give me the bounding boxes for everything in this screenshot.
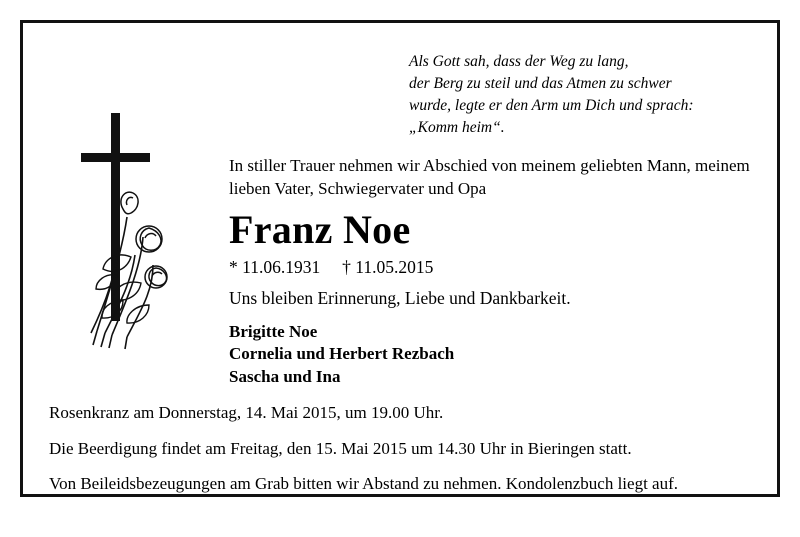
cross-with-roses-icon	[57, 105, 207, 355]
verse-line-1: Als Gott sah, dass der Weg zu lang,	[409, 53, 629, 70]
family-line-3: Sascha und Ina	[229, 366, 341, 386]
main-text-column	[229, 155, 751, 388]
family-line-2: Cornelia und Herbert Rezbach	[229, 344, 455, 364]
funeral-arrangements	[49, 402, 751, 495]
birth-death-dates: * 11.06.1931 † 11.05.2015	[229, 256, 434, 277]
burial-info: Die Beerdigung findet am Freitag, den 15. Mai 2015 um 14.30 Uhr in Bieringen statt.	[49, 438, 632, 458]
family-line-1: Brigitte Noe	[229, 321, 318, 341]
gratitude-text: Uns bleiben Erinnerung, Liebe und Dankbarkeit.	[229, 287, 571, 308]
condolences-info: Von Beileidsbezeugungen am Grab bitten wir Abstand zu nehmen. Kondolenzbuch liegt auf.	[49, 474, 678, 494]
intro-text: In stiller Trauer nehmen wir Abschied von meinem geliebten Mann, meinem lieben Vater, Schwiegervater und Opa	[229, 156, 750, 198]
verse-line-3: wurde, legte er den Arm um Dich und sprach:	[409, 97, 694, 114]
deceased-name: Franz Noe	[229, 206, 411, 252]
family-signatures	[229, 321, 751, 389]
verse-line-4: „Komm heim“.	[409, 119, 505, 136]
rosary-info: Rosenkranz am Donnerstag, 14. Mai 2015, um 19.00 Uhr.	[49, 403, 444, 423]
obituary-content	[23, 23, 777, 494]
memorial-verse	[409, 51, 751, 139]
verse-line-2: der Berg zu steil und das Atmen zu schwer	[409, 75, 672, 92]
obituary-notice-card	[20, 20, 780, 497]
